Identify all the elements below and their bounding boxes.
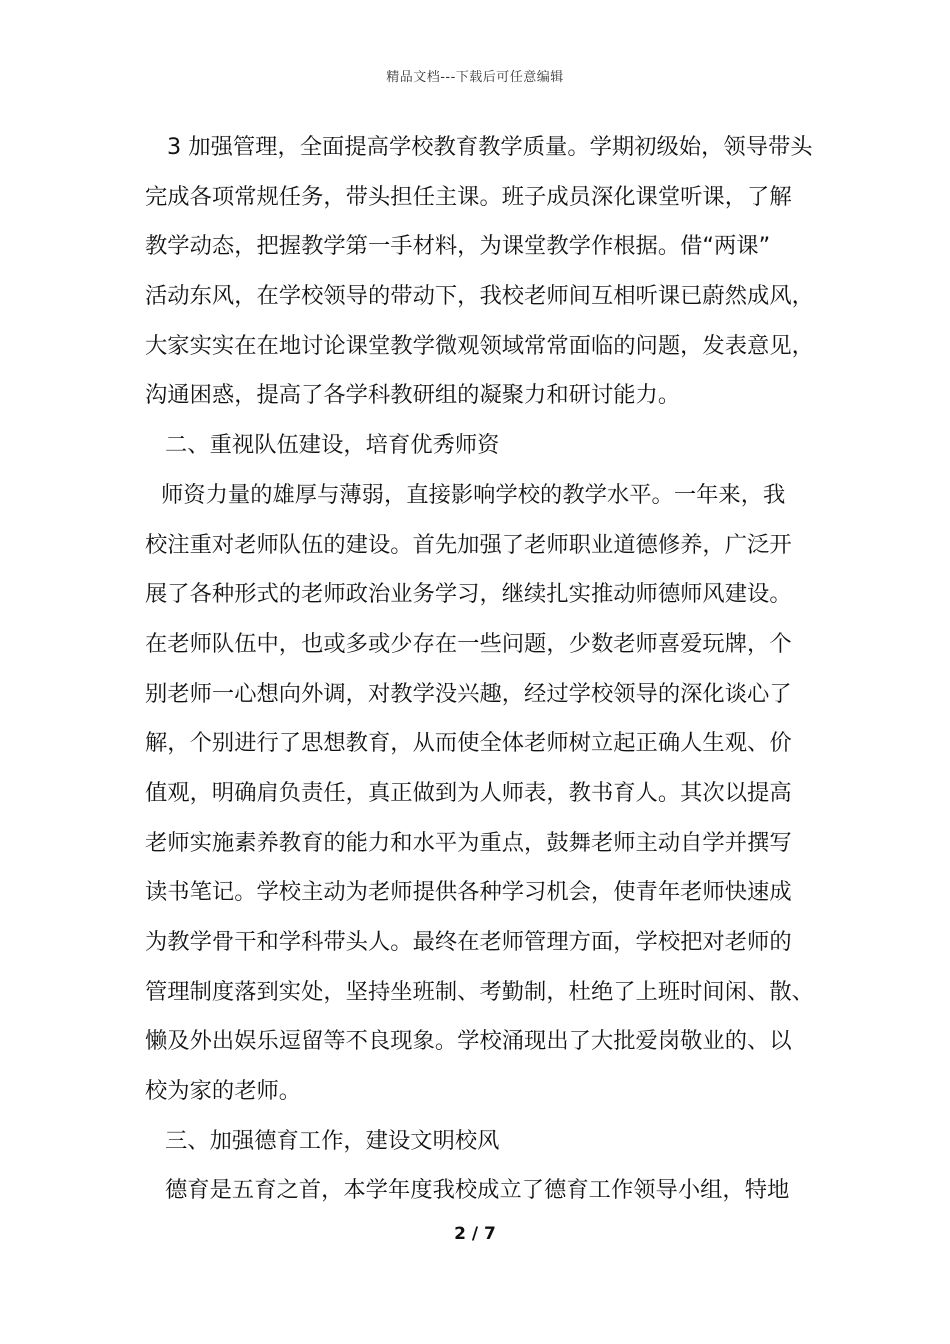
section-heading: 三、加强德育工作，建设文明校风 bbox=[165, 1127, 500, 1154]
section-heading: 二、重视队伍建设，培育优秀师资 bbox=[165, 432, 500, 459]
paragraph-line: 校为家的老师。 bbox=[145, 1078, 302, 1105]
paragraph-line: 活动东风，在学校领导的带动下，我校老师间互相听课已蔚然成风， bbox=[145, 283, 814, 310]
paragraph-line: 大家实实在在地讨论课堂教学微观领域常常面临的问题，发表意见， bbox=[145, 332, 814, 359]
page-header: 精品文档---下载后可任意编辑 bbox=[386, 70, 564, 85]
paragraph-line: 3 加强管理，全面提高学校教育教学质量。学期初级始，领导带头 bbox=[167, 134, 813, 160]
paragraph-line: 别老师一心想向外调，对教学没兴趣，经过学校领导的深化谈心了 bbox=[145, 680, 792, 707]
paragraph-line: 读书笔记。学校主动为老师提供各种学习机会，使青年老师快速成 bbox=[145, 879, 792, 906]
paragraph-line: 解，个别进行了思想教育，从而使全体老师树立起正确人生观、价 bbox=[145, 730, 792, 757]
document-body bbox=[145, 128, 815, 1221]
paragraph-line: 老师实施素养教育的能力和水平为重点，鼓舞老师主动自学并撰写 bbox=[145, 829, 792, 856]
paragraph-line: 展了各种形式的老师政治业务学习，继续扎实推动师德师风建设。 bbox=[145, 581, 792, 608]
paragraph-line: 懒及外出娱乐逗留等不良现象。学校涌现出了大批爱岗敬业的、以 bbox=[145, 1028, 792, 1055]
paragraph-line: 为教学骨干和学科带头人。最终在老师管理方面，学校把对老师的 bbox=[145, 929, 792, 955]
paragraph-line: 值观，明确肩负责任，真正做到为人师表，教书育人。其次以提高 bbox=[145, 779, 792, 806]
paragraph-line: 完成各项常规任务，带头担任主课。班子成员深化课堂听课，了解 bbox=[145, 183, 792, 210]
paragraph-line: 沟通困惑，提高了各学科教研组的凝聚力和研讨能力。 bbox=[145, 382, 681, 409]
paragraph-line: 德育是五育之首，本学年度我校成立了德育工作领导小组，特地 bbox=[165, 1177, 790, 1204]
paragraph-line: 在老师队伍中，也或多或少存在一些问题，少数老师喜爱玩牌，个 bbox=[145, 630, 792, 657]
paragraph-line: 管理制度落到实处，坚持坐班制、考勤制，杜绝了上班时间闲、散、 bbox=[145, 978, 814, 1005]
paragraph-line: 教学动态，把握教学第一手材料，为课堂教学作根据。借“两课” bbox=[145, 233, 771, 260]
page-number: 2 / 7 bbox=[454, 1224, 496, 1244]
paragraph-line: 校注重对老师队伍的建设。首先加强了老师职业道德修养，广泛开 bbox=[145, 531, 792, 558]
paragraph-line: 师资力量的雄厚与薄弱，直接影响学校的教学水平。一年来，我 bbox=[161, 481, 786, 508]
